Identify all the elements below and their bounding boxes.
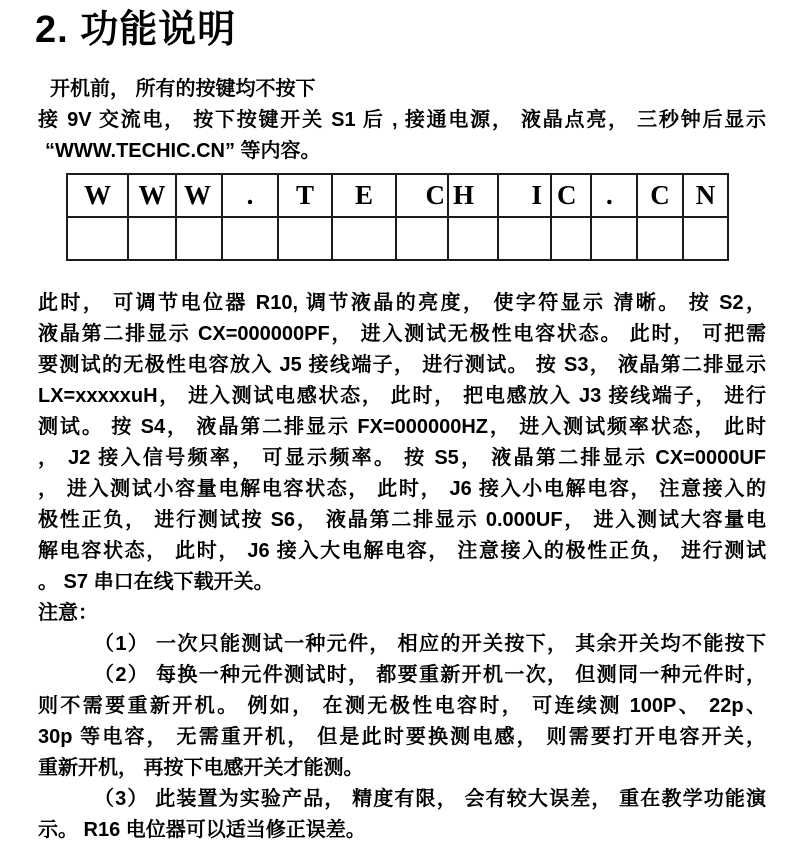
lcd-cell xyxy=(498,217,551,260)
lcd-cell: T xyxy=(278,174,332,217)
lcd-cell: C xyxy=(551,174,591,217)
lcd-cell xyxy=(591,217,637,260)
text-line: 30p 等电容， 无需重开机， 但是此时要换测电感， 则需要打开电容开关， xyxy=(38,726,766,748)
text-line: （2） 每换一种元件测试时， 都要重新开机一次， 但测同一种元件时， xyxy=(94,664,766,686)
lcd-cell xyxy=(176,217,222,260)
page-title: 2. 功能说明 xyxy=(35,9,237,51)
text-line: 开机前， 所有的按键均不按下 xyxy=(50,78,316,100)
text-line: 。 S7 串口在线下载开关。 xyxy=(38,571,274,593)
text-line: ， 进入测试小容量电解电容状态， 此时， J6 接入小电解电容， 注意接入的 xyxy=(38,478,766,500)
lcd-cell: H xyxy=(448,174,498,217)
lcd-cell xyxy=(278,217,332,260)
lcd-cell: N xyxy=(683,174,728,217)
lcd-cell: C xyxy=(396,174,448,217)
lcd-cell xyxy=(637,217,683,260)
text-line: 液晶第二排显示 CX=000000PF， 进入测试无极性电容状态。 此时， 可把需 xyxy=(38,323,766,345)
lcd-cell: W xyxy=(128,174,176,217)
lcd-cell: E xyxy=(332,174,396,217)
lcd-cell xyxy=(128,217,176,260)
intro-paragraph xyxy=(38,74,766,167)
text-line: 注意： xyxy=(38,602,98,624)
text-line: 极性正负， 进行测试按 S6， 液晶第二排显示 0.000UF， 进入测试大容量电 xyxy=(38,509,766,531)
text-line: （1） 一次只能测试一种元件， 相应的开关按下， 其余开关均不能按下 xyxy=(94,633,766,655)
lcd-cell: . xyxy=(591,174,637,217)
lcd-cell: C xyxy=(637,174,683,217)
text-line: 示。 R16 电位器可以适当修正误差。 xyxy=(38,819,366,841)
text-line: ， J2 接入信号频率， 可显示频率。 按 S5， 液晶第二排显示 CX=0000UF xyxy=(38,447,766,469)
text-line: 要测试的无极性电容放入 J5 接线端子， 进行测试。 按 S3， 液晶第二排显示 xyxy=(38,354,766,376)
lcd-row xyxy=(67,174,728,217)
text-line: 重新开机， 再按下电感开关才能测。 xyxy=(38,757,364,779)
lcd-cell xyxy=(448,217,498,260)
lcd-cell xyxy=(683,217,728,260)
lcd-cell: W xyxy=(176,174,222,217)
text-line: 测试。 按 S4， 液晶第二排显示 FX=000000HZ， 进入测试频率状态， 此时 xyxy=(38,416,766,438)
text-line: “WWW.TECHIC.CN” 等内容。 xyxy=(45,140,321,162)
lcd-display-table xyxy=(66,173,729,261)
lcd-cell xyxy=(67,217,128,260)
lcd-cell xyxy=(222,217,278,260)
text-line: （3） 此装置为实验产品， 精度有限， 会有较大误差， 重在教学功能演 xyxy=(94,788,766,810)
body-paragraph xyxy=(38,288,766,846)
text-line: 则不需要重新开机。 例如， 在测无极性电容时， 可连续测 100P、 22p、 xyxy=(38,695,766,717)
lcd-cell xyxy=(332,217,396,260)
lcd-cell xyxy=(551,217,591,260)
text-line: LX=xxxxxuH， 进入测试电感状态， 此时， 把电感放入 J3 接线端子， 进行 xyxy=(38,385,766,407)
text-line: 解电容状态， 此时， J6 接入大电解电容， 注意接入的极性正负， 进行测试 xyxy=(38,540,766,562)
lcd-cell: . xyxy=(222,174,278,217)
lcd-cell: I xyxy=(498,174,551,217)
text-line: 接 9V 交流电， 按下按键开关 S1 后 , 接通电源， 液晶点亮， 三秒钟后显示 xyxy=(38,109,766,131)
lcd-cell xyxy=(396,217,448,260)
text-line: 此时， 可调节电位器 R10, 调节液晶的亮度， 使字符显示 清晰。 按 S2， xyxy=(38,292,766,314)
lcd-cell: W xyxy=(67,174,128,217)
lcd-row xyxy=(67,217,728,260)
